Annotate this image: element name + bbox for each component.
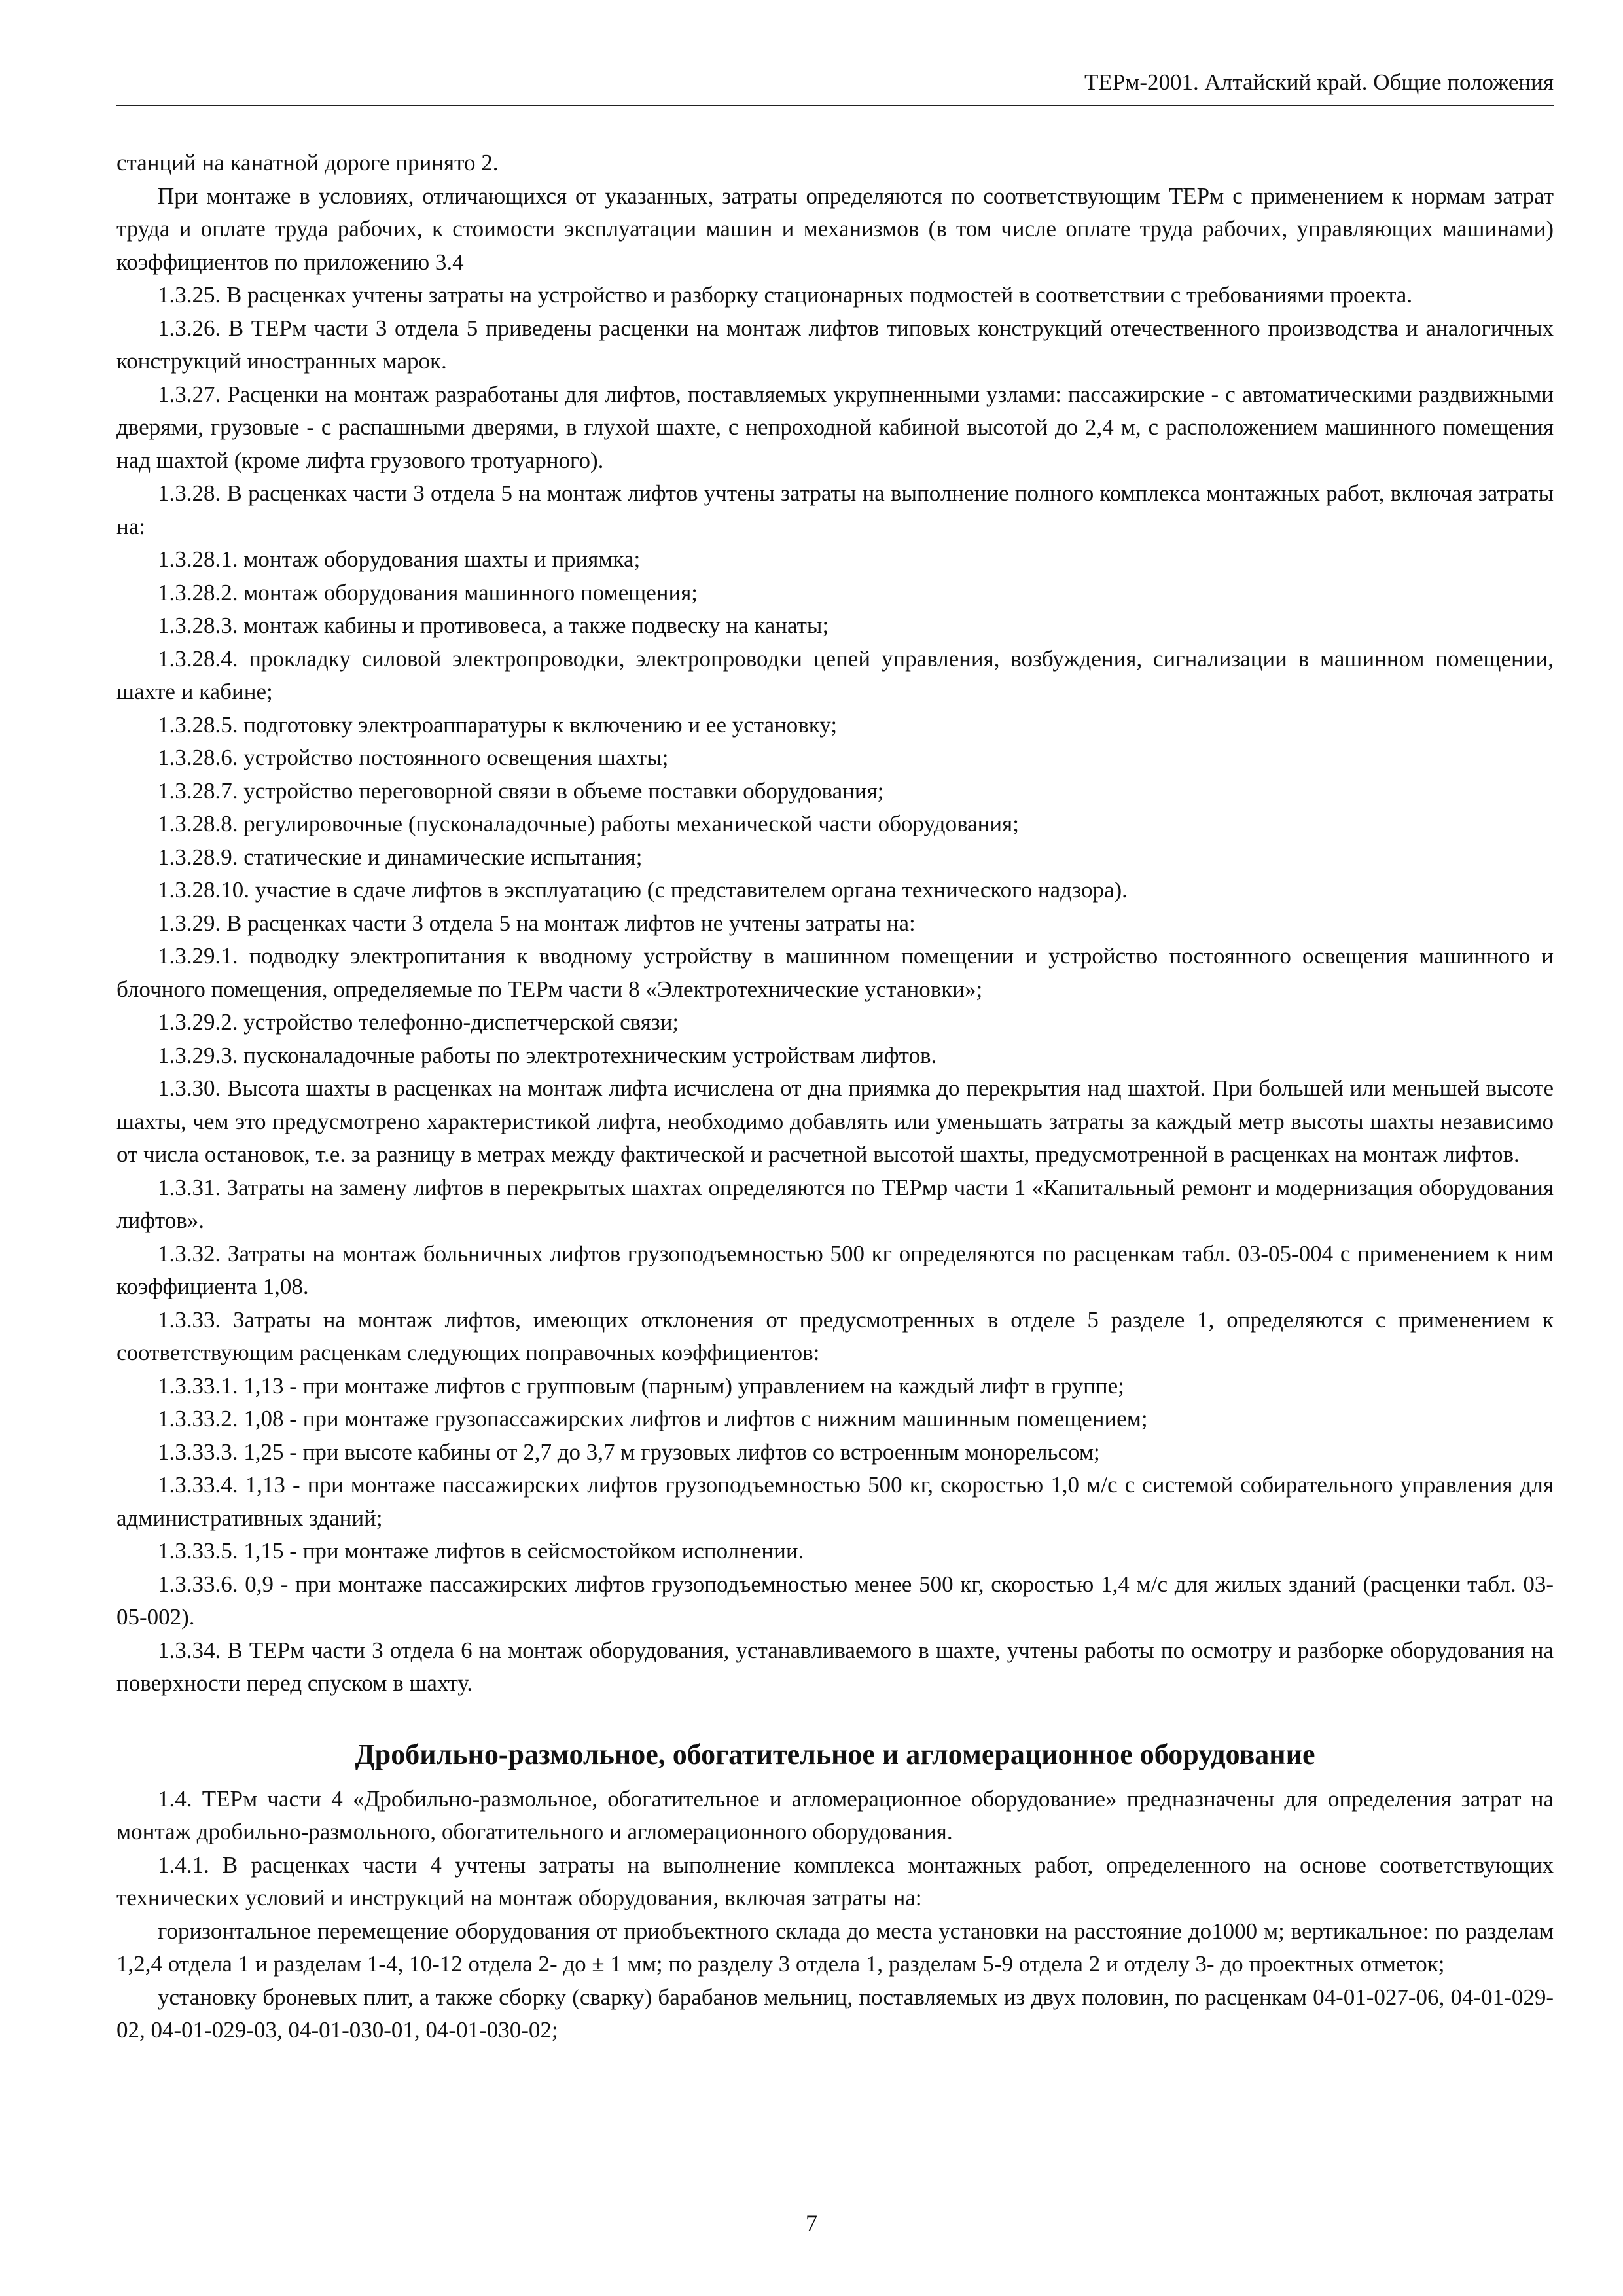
paragraph: 1.3.28.10. участие в сдаче лифтов в эксплуатацию (с представителем органа технического надзора). [158,877,1128,903]
paragraph: 1.3.28.1. монтаж оборудования шахты и приямка; [158,547,641,572]
paragraph: 1.3.29.2. устройство телефонно-диспетчерской связи; [158,1009,679,1035]
paragraph: 1.3.28.4. прокладку силовой электропроводки, электропроводки цепей управления, возбуждения, сигнализации в машинном помещении, шахте и кабине; [116,645,1554,704]
paragraph: 1.3.33.2. 1,08 - при монтаже грузопассажирских лифтов и лифтов с нижним машинным помещением; [158,1406,1148,1431]
paragraph: 1.3.28.9. статические и динамические испытания; [158,844,643,870]
paragraph: 1.3.28.2. монтаж оборудования машинного помещения; [158,579,698,605]
paragraph: 1.3.28.6. устройство постоянного освещения шахты; [158,745,669,770]
paragraph: 1.4. ТЕРм части 4 «Дробильно-размольное, обогатительное и агломерационное оборудование» предназначены для определения затрат на монтаж дробильно-размольного, обогатительного и агломерационного оборудования. [116,1785,1554,1844]
paragraph: 1.3.28.5. подготовку электроаппаратуры к включению и ее установку; [158,711,838,738]
paragraph: 1.3.34. В ТЕРм части 3 отдела 6 на монтаж оборудования, устанавливаемого в шахте, учтены работы по осмотру и разборке оборудования на поверхности перед спуском в шахту. [116,1637,1554,1696]
section-heading: Дробильно-размольное, обогатительное и агломерационное оборудование [355,1738,1315,1770]
document-body [116,147,1554,2047]
paragraph: установку броневых плит, а также сборку (сварку) барабанов мельниц, поставляемых из двух половин, по расценкам 04-01-027-06, 04-01-029-02, 04-01-029-03, 04-01-030-01, 04-01-030-02; [116,1984,1554,2043]
paragraph: 1.3.33.4. 1,13 - при монтаже пассажирских лифтов грузоподъемностью 500 кг, скоростью 1,0 м/с с системой собирательного управления для административных зданий; [116,1472,1554,1531]
paragraph: 1.3.28. В расценках части 3 отдела 5 на монтаж лифтов учтены затраты на выполнение полного комплекса монтажных работ, включая затраты на: [116,480,1554,539]
paragraph: станций на канатной дороге принято 2. [116,150,499,175]
paragraph: 1.3.30. Высота шахты в расценках на монтаж лифта исчислена от дна приямка до перекрытия над шахтой. При большей или меньшей высоте шахты, чем это предусмотрено характеристикой лифта, необходимо добавлять или уменьшать затраты за каждый метр высоты шахты независимо от числа остановок, т.е. за разницу в метрах между фактической и расчетной высотой шахты, предусмотренной в расценках на монтаж лифтов. [116,1075,1554,1167]
paragraph: 1.3.28.8. регулировочные (пусконаладочные) работы механической части оборудования; [158,811,1019,836]
paragraph: 1.4.1. В расценках части 4 учтены затраты на выполнение комплекса монтажных работ, определенного на основе соответствующих технических условий и инструкций на монтаж оборудования, включая затраты на: [116,1852,1554,1910]
page-number: 7 [806,2210,817,2236]
paragraph: 1.3.33. Затраты на монтаж лифтов, имеющих отклонения от предусмотренных в отделе 5 разделе 1, определяются с применением к соответствующим расценкам следующих поправочных коэффициентов: [116,1306,1554,1365]
paragraph: 1.3.28.3. монтаж кабины и противовеса, а также подвеску на канаты; [158,613,829,638]
paragraph: 1.3.33.3. 1,25 - при высоте кабины от 2,7 до 3,7 м грузовых лифтов со встроенным монорельсом; [158,1439,1100,1465]
paragraph: 1.3.27. Расценки на монтаж разработаны для лифтов, поставляемых укрупненными узлами: пассажирские - с автоматическими раздвижными дверями, грузовые - с распашными дверями, в глухой шахте, с непроходной кабиной высотой до 2,4 м, с расположением машинного помещения над шахтой (кроме лифта грузового тротуарного). [116,381,1554,473]
paragraph: 1.3.29. В расценках части 3 отдела 5 на монтаж лифтов не учтены затраты на: [158,910,916,936]
paragraph: 1.3.26. В ТЕРм части 3 отдела 5 приведены расценки на монтаж лифтов типовых конструкций отечественного производства и аналогичных конструкций иностранных марок. [116,315,1554,374]
running-header: ТЕРм-2001. Алтайский край. Общие положения [116,63,1554,106]
paragraph: горизонтальное перемещение оборудования от приобъектного склада до места установки на расстояние до1000 м; вертикальное: по разделам 1,2,4 отдела 1 и разделам 1-4, 10-12 отдела 2- до ± 1 мм; по разделу 3 отдела 1, разделам 5-9 отдела 2 и отделу 3- до проектных отметок; [116,1918,1554,1977]
paragraph: 1.3.33.1. 1,13 - при монтаже лифтов с групповым (парным) управлением на каждый лифт в группе; [158,1372,1124,1399]
paragraph: 1.3.32. Затраты на монтаж больничных лифтов грузоподъемностью 500 кг определяются по расценкам табл. 03-05-004 с применением к ним коэффициента 1,08. [116,1240,1554,1299]
paragraph: 1.3.31. Затраты на замену лифтов в перекрытых шахтах определяются по ТЕРмр части 1 «Капитальный ремонт и модернизация оборудования лифтов». [116,1174,1554,1233]
paragraph: 1.3.33.5. 1,15 - при монтаже лифтов в сейсмостойком исполнении. [158,1538,804,1564]
paragraph: 1.3.25. В расценках учтены затраты на устройство и разборку стационарных подмостей в соответствии с требованиями проекта. [158,282,1413,308]
paragraph: 1.3.33.6. 0,9 - при монтаже пассажирских лифтов грузоподъемностью менее 500 кг, скоростью 1,4 м/с для жилых зданий (расценки табл. 03-05-002). [116,1571,1554,1630]
paragraph: При монтаже в условиях, отличающихся от указанных, затраты определяются по соответствующим ТЕРм с применением к нормам затрат труда и оплате труда рабочих, к стоимости эксплуатации машин и механизмов (в том числе оплате труда рабочих, управляющих машинами) коэффициентов по приложению 3.4 [116,183,1554,275]
paragraph: 1.3.29.3. пусконаладочные работы по электротехническим устройствам лифтов. [158,1042,937,1068]
paragraph: 1.3.29.1. подводку электропитания к вводному устройству в машинном помещении и устройство постоянного освещения машинного и блочного помещения, определяемые по ТЕРм части 8 «Электротехнические установки»; [116,943,1554,1002]
paragraph: 1.3.28.7. устройство переговорной связи в объеме поставки оборудования; [158,778,884,804]
